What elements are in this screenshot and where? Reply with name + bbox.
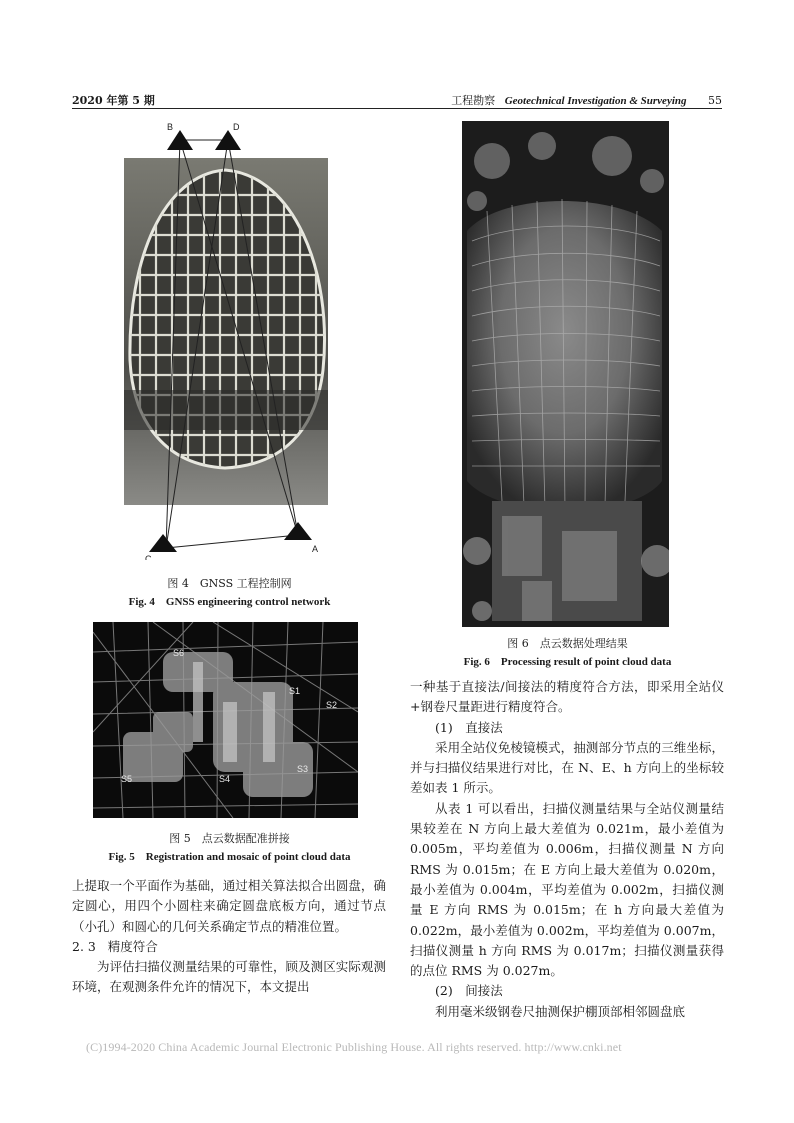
header-rule (72, 108, 722, 109)
right-column-text (410, 677, 724, 1022)
right-paragraph-3: 从表 1 可以看出，扫描仪测量结果与全站仪测量结果较差在 N 方向上最大差值为 0.021m，最小差值为 0.005m，平均差值为 0.006m，扫描仪测量 N 方向 RMS 为 0.015m；在 E 方向上最大差值为 0.020m，最小差值为 0.004m，平均差值为 0.002m，扫描仪测量 E 方向 RMS 为 0.015m；在 h 方向最大差值为 0.022m，最小差值为 0.002m，平均差值为 0.007m，扫描仪测量 h 方向 RMS 为 0.017m；扫描仪测量获得的点位 RMS 为 0.027m。 (410, 800, 724, 979)
label-s6: S6 (173, 648, 185, 658)
right-paragraph-1: 一种基于直接法/间接法的精度符合方法，即采用全站仪+钢卷尺量距进行精度符合。 (410, 679, 724, 715)
right-paragraph-4: 利用毫米级钢卷尺抽测保护棚顶部相邻圆盘底 (435, 1003, 686, 1019)
right-paragraph-2: 采用全站仪免棱镜模式，抽测部分节点的三维坐标，并与扫描仪结果进行对比，在 N、E、h 方向上的坐标较差如表 1 所示。 (410, 739, 724, 796)
gnss-network-diagram (118, 120, 333, 560)
section-title: 精度符合 (107, 938, 158, 954)
figure-6 (462, 121, 669, 627)
figure-5-caption-en: Fig. 5 Registration and mosaic of point cloud data (108, 851, 351, 863)
subsection-indirect: (2) 间接法 (435, 983, 503, 999)
control-point-a (284, 522, 312, 540)
label-s4: S4 (219, 774, 231, 784)
figure-5-caption-cn: 图 5 点云数据配准拼接 (169, 832, 290, 845)
point-cloud-result (462, 121, 669, 627)
figure-4-caption-en: Fig. 4 GNSS engineering control network (128, 596, 331, 608)
figure-5 (93, 622, 358, 818)
label-s5: S5 (121, 774, 133, 784)
issue-label: 2020 年第 5 期 (72, 94, 155, 107)
label-d: D (233, 122, 240, 132)
journal-header (451, 92, 722, 108)
section-number: 2. 3 (72, 938, 96, 954)
label-s3: S3 (297, 764, 309, 774)
subsection-direct: (1) 直接法 (435, 719, 503, 735)
page-number: 55 (708, 94, 722, 107)
figure-6-caption-cn: 图 6 点云数据处理结果 (507, 637, 628, 650)
section-heading (72, 937, 386, 957)
figure-6-caption-en: Fig. 6 Processing result of point cloud data (463, 656, 672, 668)
journal-name-en: Geotechnical Investigation & Surveying (504, 95, 687, 107)
copyright-watermark: (C)1994-2020 China Academic Journal Electronic Publishing House. All rights reserved. http://www.cnki.net (86, 1040, 622, 1054)
control-point-c (149, 534, 177, 552)
label-a: A (312, 544, 319, 554)
journal-name-cn: 工程勘察 (451, 94, 496, 107)
figure-4-caption-cn: 图 4 GNSS 工程控制网 (167, 577, 292, 590)
left-paragraph-2: 为评估扫描仪测量结果的可靠性，顾及测区实际观测环境，在观测条件允许的情况下，本文提出 (72, 959, 386, 995)
label-s1: S1 (289, 686, 301, 696)
label-b: B (167, 122, 174, 132)
label-c: C (145, 554, 152, 560)
left-column-text (72, 876, 386, 998)
point-cloud-mosaic (93, 622, 358, 818)
left-paragraph-1: 上提取一个平面作为基础，通过相关算法拟合出圆盘，确定圆心，用四个小圆柱来确定圆盘底板方向，通过节点（小孔）和圆心的几何关系确定节点的精准位置。 (72, 878, 386, 934)
figure-4 (118, 120, 333, 560)
label-s2: S2 (326, 700, 338, 710)
